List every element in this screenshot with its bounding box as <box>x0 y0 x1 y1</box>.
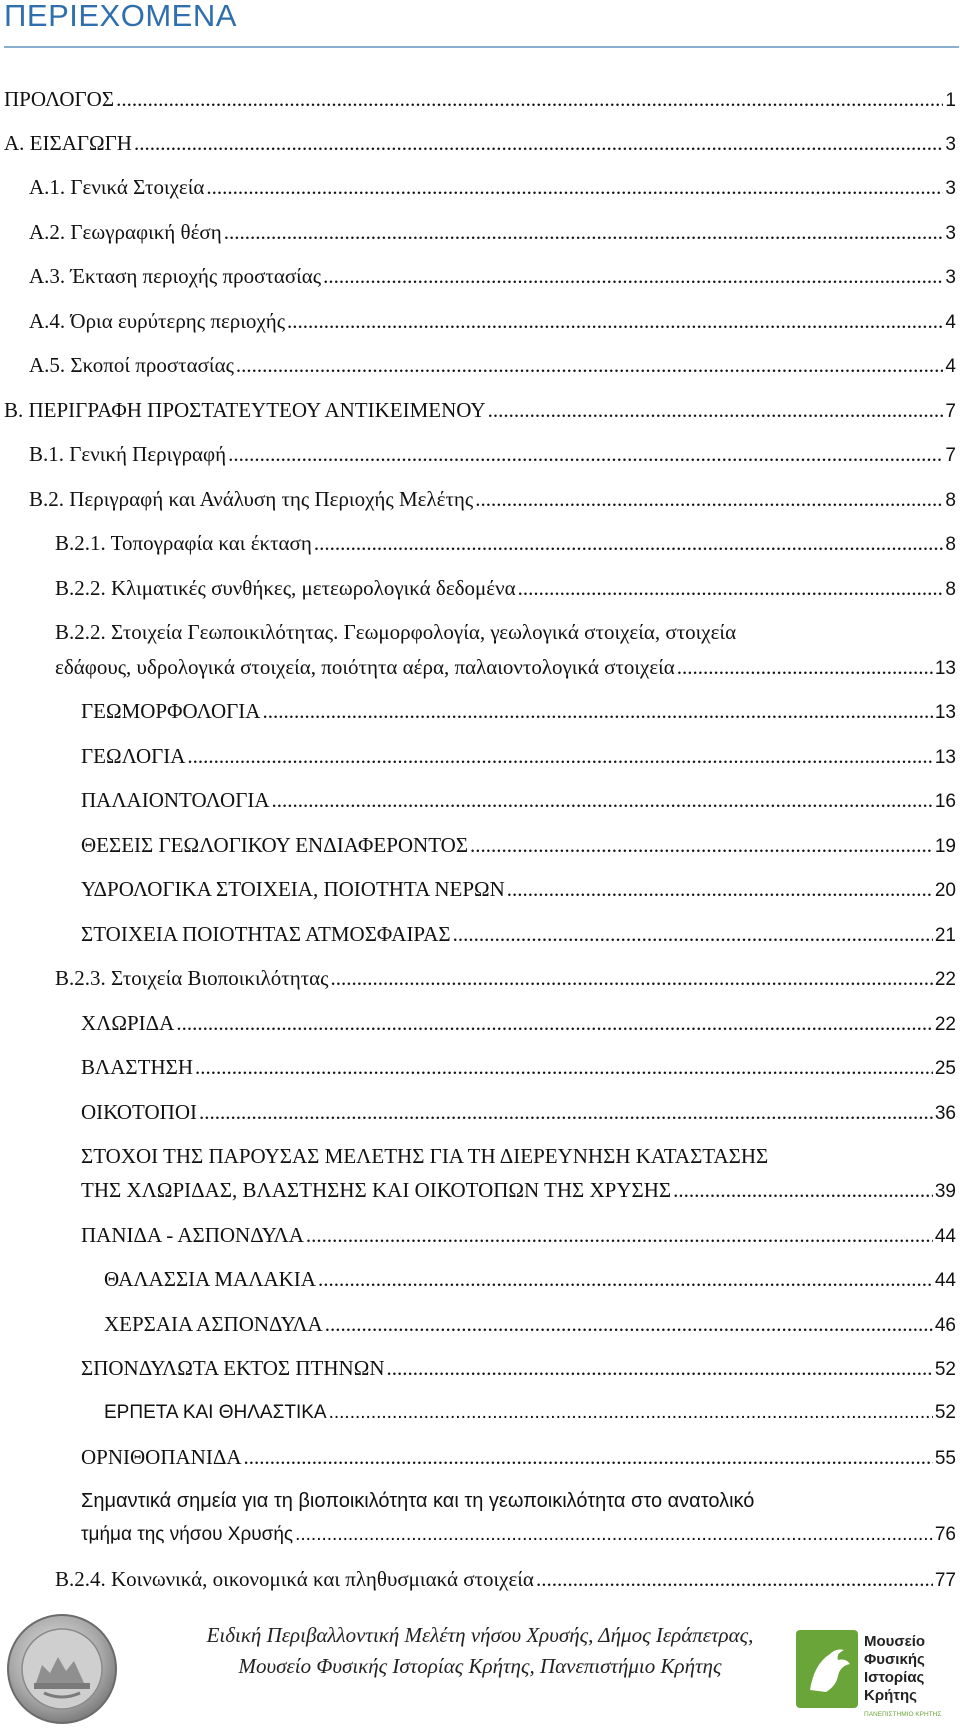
toc-entry-a3[interactable]: Α.3. Έκταση περιοχής προστασίας ..... 3 <box>29 260 956 294</box>
toc-entry-air-quality[interactable]: ΣΤΟΙΧΕΙΑ ΠΟΙΟΤΗΤΑΣ ΑΤΜΟΣΦΑΙΡΑΣ ..... 21 <box>81 918 956 952</box>
title-divider <box>4 46 959 48</box>
toc-entry-vegetation[interactable]: ΒΛΑΣΤΗΣΗ ..... 25 <box>81 1051 956 1085</box>
toc-entry-b2[interactable]: Β.2. Περιγραφή και Ανάλυση της Περιοχής Μελέτης ..... 8 <box>29 483 956 517</box>
toc-entry-b1[interactable]: Β.1. Γενική Περιγραφή ..... 7 <box>29 438 956 472</box>
toc-entry-goals[interactable]: ΤΗΣ ΧΛΩΡΙΔΑΣ, ΒΛΑΣΤΗΣΗΣ ΚΑΙ ΟΙΚΟΤΟΠΩΝ ΤΗΣ ΧΡΥΣΗΣ ..... 39 <box>81 1174 956 1208</box>
museum-text-1: Μουσείο <box>864 1633 926 1650</box>
toc-entry-b22-climate[interactable]: Β.2.2. Κλιματικές συνθήκες, μετεωρολογικά δεδομένα ..... 8 <box>55 572 956 606</box>
toc-entry-birds[interactable]: ΟΡΝΙΘΟΠΑΝΙΔΑ ..... 55 <box>81 1441 956 1475</box>
toc-entry-vertebrates[interactable]: ΣΠΟΝΔΥΛΩΤΑ ΕΚΤΟΣ ΠΤΗΝΩΝ ..... 52 <box>81 1352 956 1386</box>
toc-entry-flora[interactable]: ΧΛΩΡΙΔΑ ..... 22 <box>81 1007 956 1041</box>
page-title: ΠΕΡΙΕΧΟΜΕΝΑ <box>4 0 237 33</box>
toc-entry-reptiles-mammals[interactable]: ΕΡΠΕΤΑ ΚΑΙ ΘΗΛΑΣΤΙΚΑ ..... 52 <box>104 1397 956 1429</box>
footer-line-1: Ειδική Περιβαλλοντική Μελέτη νήσου Χρυσής, Δήμος Ιεράπετρας, <box>206 1623 754 1647</box>
toc-entry-prologue[interactable]: ΠΡΟΛΟΓΟΣ ..... 1 <box>4 83 956 117</box>
toc-entry-paleontology[interactable]: ΠΑΛΑΙΟΝΤΟΛΟΓΙΑ ..... 16 <box>81 784 956 818</box>
toc-entry-a4[interactable]: Α.4. Όρια ευρύτερης περιοχής ..... 4 <box>29 305 956 339</box>
toc-entry-goals-line1[interactable]: ΣΤΟΧΟΙ ΤΗΣ ΠΑΡΟΥΣΑΣ ΜΕΛΕΤΗΣ ΓΙΑ ΤΗ ΔΙΕΡΕΥΝΗΣΗ ΚΑΤΑΣΤΑΣΗΣ <box>81 1144 769 1168</box>
toc-entry-key-sites-line1[interactable]: Σημαντικά σημεία για τη βιοποικιλότητα και τη γεωποικιλότητα στο ανατολικό <box>81 1490 755 1512</box>
toc-entry-a[interactable]: Α. ΕΙΣΑΓΩΓΗ ..... 3 <box>4 127 956 161</box>
toc-entry-b22-geo-line1[interactable]: Β.2.2. Στοιχεία Γεωποικιλότητας. Γεωμορφολογία, γεωλογικά στοιχεία, στοιχεία <box>55 620 737 644</box>
toc-entry-a5[interactable]: Α.5. Σκοποί προστασίας ..... 4 <box>29 349 956 383</box>
museum-text-4: Κρήτης <box>864 1687 917 1704</box>
toc-entry-b22-geo[interactable]: εδάφους, υδρολογικά στοιχεία, ποιότητα αέρα, παλαιοντολογικά στοιχεία ..... 13 <box>55 651 956 685</box>
municipality-seal-logo <box>6 1613 118 1725</box>
toc-entry-invertebrates[interactable]: ΠΑΝΙΔΑ - ΑΣΠΟΝΔΥΛΑ ..... 44 <box>81 1219 956 1253</box>
toc-entry-b24[interactable]: Β.2.4. Κοινωνικά, οικονομικά και πληθυσμιακά στοιχεία ..... 77 <box>55 1563 956 1597</box>
footer-line-2: Μουσείο Φυσικής Ιστορίας Κρήτης, Πανεπιστήμιο Κρήτης <box>238 1654 722 1678</box>
toc-entry-geology[interactable]: ΓΕΩΛΟΓΙΑ ..... 13 <box>81 740 956 774</box>
toc-entry-hydrology[interactable]: ΥΔΡΟΛΟΓΙΚΑ ΣΤΟΙΧΕΙΑ, ΠΟΙΟΤΗΤΑ ΝΕΡΩΝ ..... 20 <box>81 873 956 907</box>
toc-entry-b[interactable]: Β. ΠΕΡΙΓΡΑΦΗ ΠΡΟΣΤΑΤΕΥΤΕΟΥ ΑΝΤΙΚΕΙΜΕΝΟΥ ..... 7 <box>4 394 956 428</box>
museum-text-2: Φυσικής <box>864 1651 925 1668</box>
toc-entry-geomorphology[interactable]: ΓΕΩΜΟΡΦΟΛΟΓΙΑ ..... 13 <box>81 695 956 729</box>
toc-entry-b21[interactable]: Β.2.1. Τοπογραφία και έκταση ..... 8 <box>55 527 956 561</box>
toc-entry-geosites[interactable]: ΘΕΣΕΙΣ ΓΕΩΛΟΓΙΚΟΥ ΕΝΔΙΑΦΕΡΟΝΤΟΣ ..... 19 <box>81 829 956 863</box>
toc-entry-terrestrial-invertebrates[interactable]: ΧΕΡΣΑΙΑ ΑΣΠΟΝΔΥΛΑ ..... 46 <box>104 1308 956 1342</box>
museum-subtitle: ΠΑΝΕΠΙΣΤΗΜΙΟ ΚΡΗΤΗΣ <box>864 1711 942 1718</box>
toc-entry-a1[interactable]: Α.1. Γενικά Στοιχεία ..... 3 <box>29 171 956 205</box>
museum-text-3: Ιστορίας <box>864 1669 925 1686</box>
toc-entry-marine-molluscs[interactable]: ΘΑΛΑΣΣΙΑ ΜΑΛΑΚΙΑ ..... 44 <box>104 1263 956 1297</box>
toc-entry-habitats[interactable]: ΟΙΚΟΤΟΠΟΙ ..... 36 <box>81 1096 956 1130</box>
toc-entry-key-sites[interactable]: τμήμα της νήσου Χρυσής ..... 76 <box>81 1519 956 1551</box>
toc-entry-b23[interactable]: Β.2.3. Στοιχεία Βιοποικιλότητας ..... 22 <box>55 962 956 996</box>
toc-entry-a2[interactable]: Α.2. Γεωγραφική θέση ..... 3 <box>29 216 956 250</box>
natural-history-museum-logo <box>796 1624 956 1724</box>
